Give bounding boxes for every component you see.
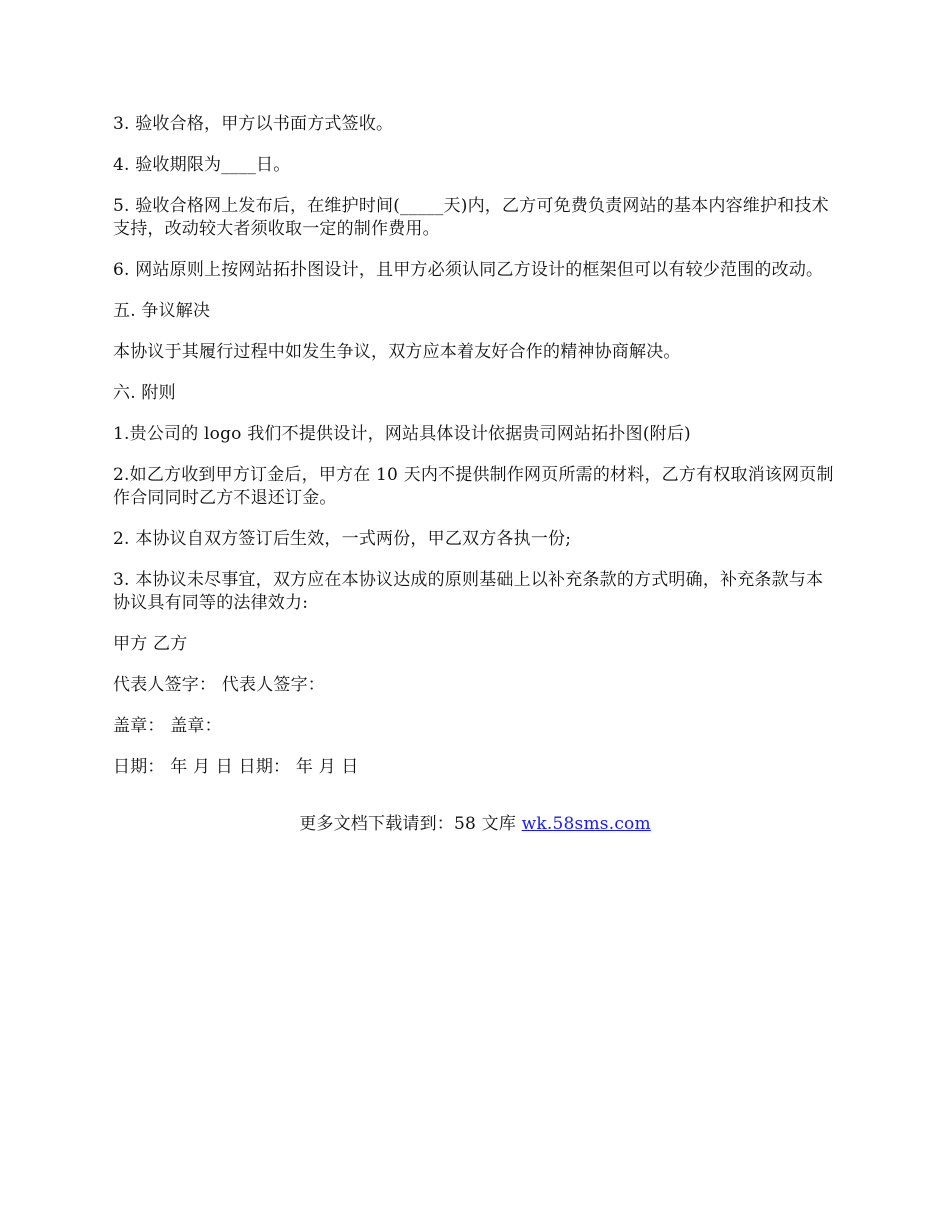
paragraph-deposit: 2.如乙方收到甲方订金后，甲方在 10 天内不提供制作网页所需的材料，乙方有权取消该网页制作合同同时乙方不退还订金。: [113, 465, 834, 508]
paragraph-acceptance-signoff: 3. 验收合格，甲方以书面方式签收。: [113, 114, 394, 134]
paragraph-supplementary: 3. 本协议未尽事宜，双方应在本协议达成的原则基础上以补充条款的方式明确，补充条款与本协议具有同等的法律效力:: [113, 570, 824, 613]
footer-prefix: 更多文档下载请到：58 文库: [299, 814, 522, 834]
paragraph-logo-design: 1.贵公司的 logo 我们不提供设计，网站具体设计依据贵司网站拓扑图(附后): [113, 424, 691, 444]
signature-representatives: 代表人签字： 代表人签字：: [113, 675, 326, 695]
paragraph-topology-design: 6. 网站原则上按网站拓扑图设计，且甲方必须认同乙方设计的框架但可以有较少范围的改动。: [113, 260, 824, 280]
signature-dates: 日期： 年 月 日 日期： 年 月 日: [113, 757, 359, 777]
download-footer: [0, 813, 950, 836]
document-body: [113, 113, 840, 779]
paragraph-maintenance: 5. 验收合格网上发布后，在维护时间(_____天)内，乙方可免费负责网站的基本内容维护和技术支持，改动较大者须收取一定的制作费用。: [113, 196, 829, 239]
section-heading-dispute: 五. 争议解决: [113, 301, 211, 321]
paragraph-dispute-resolution: 本协议于其履行过程中如发生争议，双方应本着友好合作的精神协商解决。: [113, 342, 681, 362]
signature-seals: 盖章： 盖章：: [113, 716, 222, 736]
signature-parties: 甲方 乙方: [113, 634, 188, 654]
section-heading-appendix: 六. 附则: [113, 383, 176, 403]
paragraph-acceptance-period: 4. 验收期限为____日。: [113, 155, 291, 175]
paragraph-effective: 2. 本协议自双方签订后生效，一式两份，甲乙双方各执一份;: [113, 529, 572, 549]
footer-link[interactable]: wk.58sms.com: [521, 814, 651, 834]
